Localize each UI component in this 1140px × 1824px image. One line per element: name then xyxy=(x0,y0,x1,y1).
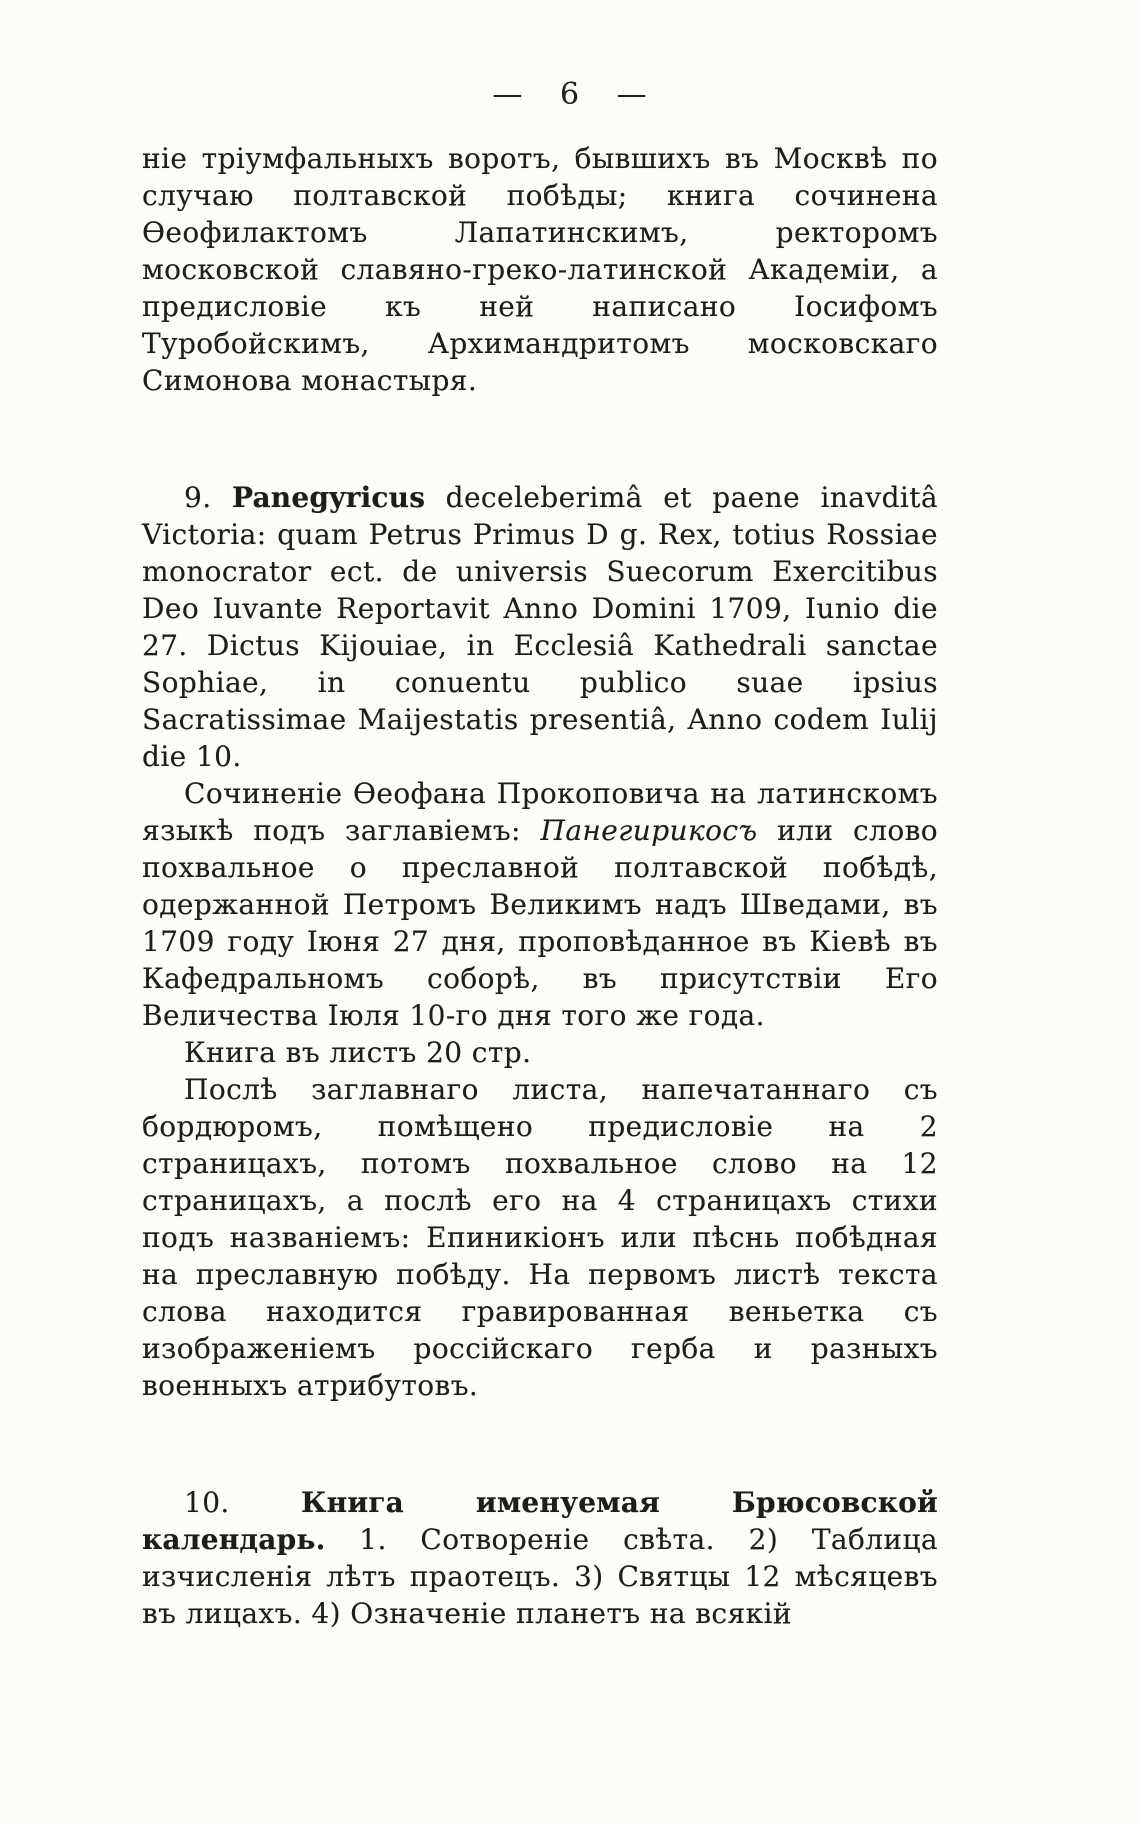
bold-text-run: Panegyricus xyxy=(231,481,426,514)
text-run: ніе тріумфальныхъ воротъ, бывшихъ въ Москвѣ по случаю полтавской побѣды; книга сочинена Ѳеофилактомъ Лапатинскимъ, ректоромъ московской славяно-греко-латинской Академіи, а предисловіе къ ней написано Іосифомъ Туробойскимъ, Архимандритомъ московскаго Симонова монастыря. xyxy=(142,142,938,397)
paragraph-format-note xyxy=(142,1034,938,1071)
text-run: или слово похвальное о преславной полтавской побѣдѣ, одержанной Петромъ Великимъ надъ Шведами, въ 1709 году Іюня 27 дня, проповѣданное въ Кіевѣ въ Кафедральномъ соборѣ, въ присутствіи Его Величества Іюля 10-го дня того же года. xyxy=(142,814,939,1032)
entry-9 xyxy=(142,479,938,775)
text-run: deceleberimâ et paene inavditâ Victoria: quam Petrus Primus D g. Rex, totius Rossiae monocrator ect. de universis Suecorum Exercitibus Deo Iuvante Reportavit Anno Domini 1709, Iunio die 27. Dictus Kijouiae, in Ecclesiâ Kathedrali sanctae Sophiae, in conuentu publico suae ipsius Sacratissimae Maijestatis presentiâ, Anno codem Iulij die 10. xyxy=(142,481,938,773)
text-run: 1. Сотвореніе свѣта. 2) Таблица изчисленія лѣтъ праотецъ. 3) Святцы 12 мѣсяцевъ въ лицахъ. 4) Означеніе планетъ на всякій xyxy=(142,1523,938,1630)
paragraph-continuation xyxy=(142,140,938,399)
text-run: Книга въ листъ 20 стр. xyxy=(184,1036,532,1069)
page-number: — 6 — xyxy=(492,77,648,112)
paragraph-description xyxy=(142,775,938,1034)
text-block xyxy=(142,140,938,1632)
text-run: Послѣ заглавнаго листа, напечатаннаго съ бордюромъ, помѣщено предисловіе на 2 страницахъ, потомъ похвальное слово на 12 страницахъ, а послѣ его на 4 страницахъ стихи подъ названіемъ: Епиникіонъ или пѣснь побѣдная на преславную побѣду. На первомъ листѣ текста слова находится гравированная веньетка съ изображеніемъ россійскаго герба и разныхъ военныхъ атрибутовъ. xyxy=(142,1073,938,1402)
text-run: 9. xyxy=(184,481,232,514)
entry-10 xyxy=(142,1484,938,1632)
text-run: 10. xyxy=(184,1486,301,1519)
bold-text-run: Книга именуемая Брюсовской календарь. xyxy=(142,1486,939,1556)
text-run: Сочиненіе Ѳеофана Прокоповича на латинскомъ языкѣ подъ заглавіемъ: xyxy=(142,777,938,847)
paragraph-contents-note xyxy=(142,1071,938,1404)
italic-text-run: Панегирикосъ xyxy=(540,814,758,847)
